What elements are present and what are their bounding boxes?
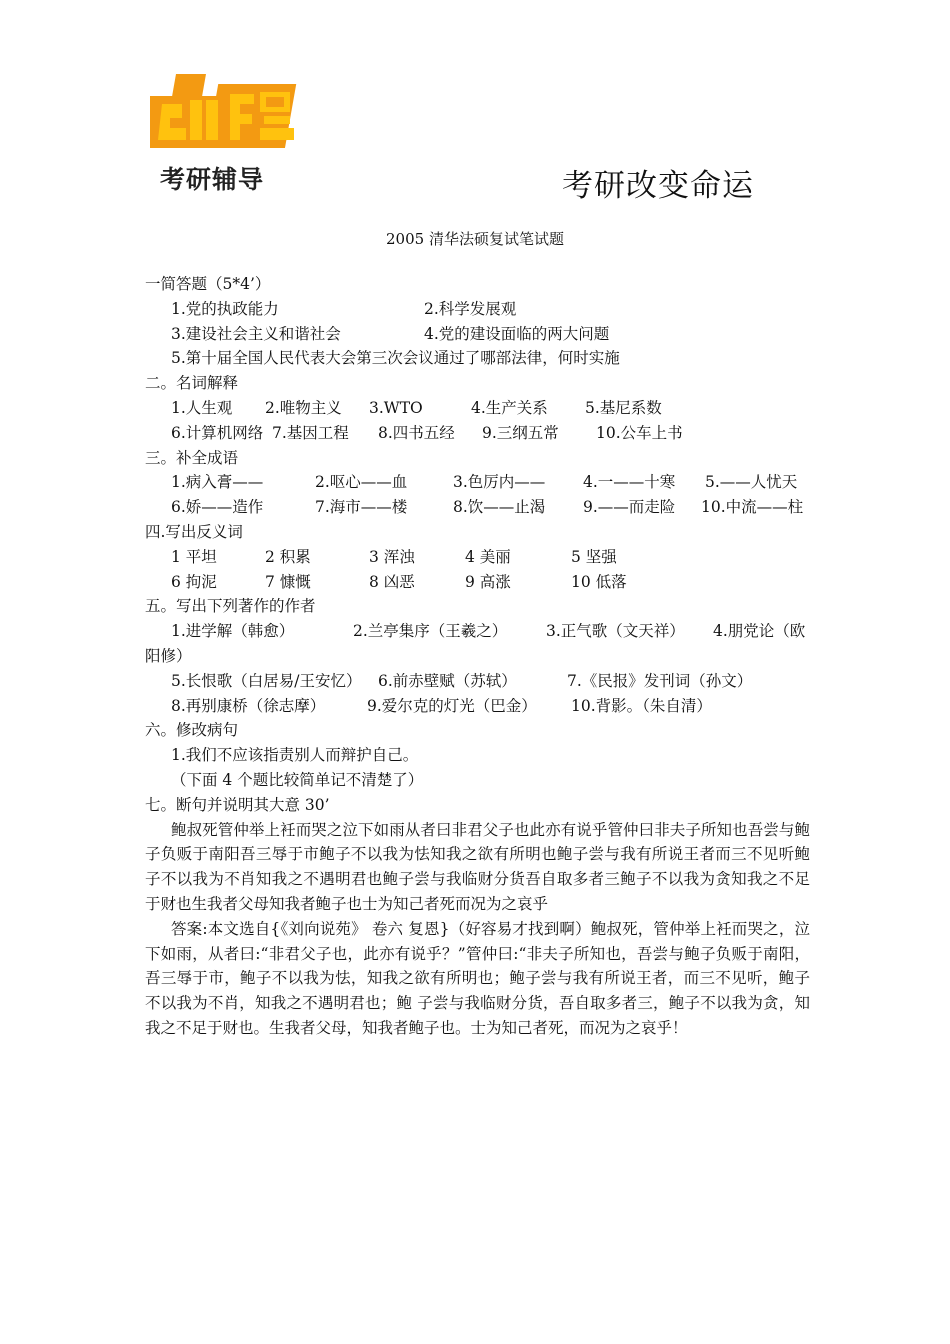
work-6: 6.前赤壁赋（苏轼） [378,671,517,690]
term-9: 9.三纲五常 [482,423,559,442]
s4-row-2 [145,570,810,595]
work-4: 4.朋党论（欧 [713,622,806,641]
work-1: 1.进学解（韩愈） [171,622,295,641]
antonym-3: 3 浑浊 [369,547,415,566]
antonym-1: 1 平坦 [171,547,217,566]
term-6: 6.计算机网络 [171,423,264,442]
logo-subtitle: 考研辅导 [160,165,265,194]
idiom-7: 7.海市——楼 [315,498,408,517]
q1-1: 1.党的执政能力 [171,299,279,318]
s3-row-1 [145,470,810,495]
note-line: （下面 4 个题比较简单记不清楚了） [171,770,424,789]
term-8: 8.四书五经 [378,423,455,442]
sentence-1: 1.我们不应该指责别人而辩护自己。 [171,746,419,765]
q1-4: 4.党的建设面临的两大问题 [424,324,610,343]
s1-row-1 [145,297,810,322]
q1-3: 3.建设社会主义和谐社会 [171,324,341,343]
page-title: 2005 清华法硕复试笔试题 [386,230,564,248]
antonym-10: 10 低落 [571,572,627,591]
q1-2: 2.科学发展观 [424,299,517,318]
antonym-9: 9 高涨 [465,572,511,591]
work-9: 9.爱尔克的灯光（巴金） [367,696,537,715]
section-5-heading: 五。写出下列著作的作者 [145,597,316,616]
term-1: 1.人生观 [171,398,233,417]
antonym-7: 7 慷慨 [265,572,311,591]
antonym-2: 2 积累 [265,547,311,566]
s5-row-1 [145,619,810,644]
s5-row-2 [145,669,810,694]
idiom-6: 6.娇——造作 [171,498,264,517]
work-8: 8.再别康桥（徐志摩） [171,696,326,715]
section-6-heading: 六。修改病句 [145,721,239,740]
term-5: 5.基尼系数 [585,398,662,417]
s5-row-3 [145,694,810,719]
work-2: 2.兰亭集序（王羲之） [353,622,508,641]
section-4-heading: 四.写出反义词 [145,522,243,541]
passage-text: 鲍叔死管仲举上衽而哭之泣下如雨从者曰非君父子也此亦有说乎管仲曰非夫子所知也吾尝与鲍子负贩于南阳吾三辱于市鲍子不以我为怯知我之欲有所明也鲍子尝与我有所说王者而三不见听鲍子不以我为不肖知我之不遇明君也鲍子尝与我临财分货吾自取多者三鲍子不以我为贪知我之不足于财也生我者父母知我者鲍子也士为知己者死而况为之哀乎 [145,820,810,913]
term-7: 7.基因工程 [272,423,349,442]
work-7: 7.《民报》发刊词（孙文） [567,671,753,690]
answer-text: 答案:本文选自{《刘向说苑》 卷六 复恩}（好容易才找到啊）鲍叔死，管仲举上衽而哭之，泣下如雨，从者曰:“非君父子也，此亦有说乎？”管仲曰:“非夫子所知也，吾尝与鲍子负贩于南阳，吾三辱于市，鲍子不以我为怯，知我之欲有所明也；鲍子尝与我有所说王者，而三不见听，鲍子不以我为不肖，知我之不遇明君也；鲍 子尝与我临财分货，吾自取多者三，鲍子不以我为贪，知我之不足于财也。生我者父母，知我者鲍子也。士为知己者死，而况为之哀乎！ [145,919,810,1037]
term-2: 2.唯物主义 [265,398,342,417]
term-3: 3.WTO [369,398,423,417]
s1-row-2 [145,322,810,347]
s2-row-1 [145,396,810,421]
idiom-9: 9.——而走险 [583,498,676,517]
exam-content [145,272,810,1041]
work-3: 3.正气歌（文天祥） [546,622,685,641]
idiom-2: 2.呕心——血 [315,473,408,492]
idiom-5: 5.——人忧天 [705,473,798,492]
section-1-heading: 一简答题（5*4’） [145,275,271,293]
term-4: 4.生产关系 [471,398,548,417]
idiom-1: 1.病入膏—— [171,473,264,492]
s3-row-2 [145,495,810,520]
s2-row-2 [145,421,810,446]
work-5: 5.长恨歌（白居易/王安忆） [171,671,362,690]
s4-row-1 [145,545,810,570]
section-3-heading: 三。补全成语 [145,448,239,467]
slogan: 考研改变命运 [562,168,754,204]
term-10: 10.公车上书 [596,423,683,442]
q1-5: 5.第十届全国人民代表大会第三次会议通过了哪部法律，何时实施 [171,349,620,368]
work-4-continued: 阳修） [145,646,192,665]
idiom-4: 4.一——十寒 [583,473,676,492]
idiom-10: 10.中流——柱 [701,498,804,517]
work-10: 10.背影。（朱自清） [571,696,712,715]
antonym-8: 8 凶恶 [369,572,415,591]
kaicheng-logo-icon [150,74,300,160]
brand-logo [150,74,300,196]
section-7-heading: 七。断句并说明其大意 30’ [145,795,330,814]
section-2-heading: 二。名词解释 [145,374,239,393]
idiom-3: 3.色厉内—— [453,473,546,492]
idiom-8: 8.饮——止渴 [453,498,546,517]
antonym-4: 4 美丽 [465,547,511,566]
antonym-5: 5 坚强 [571,547,617,566]
antonym-6: 6 拘泥 [171,572,217,591]
